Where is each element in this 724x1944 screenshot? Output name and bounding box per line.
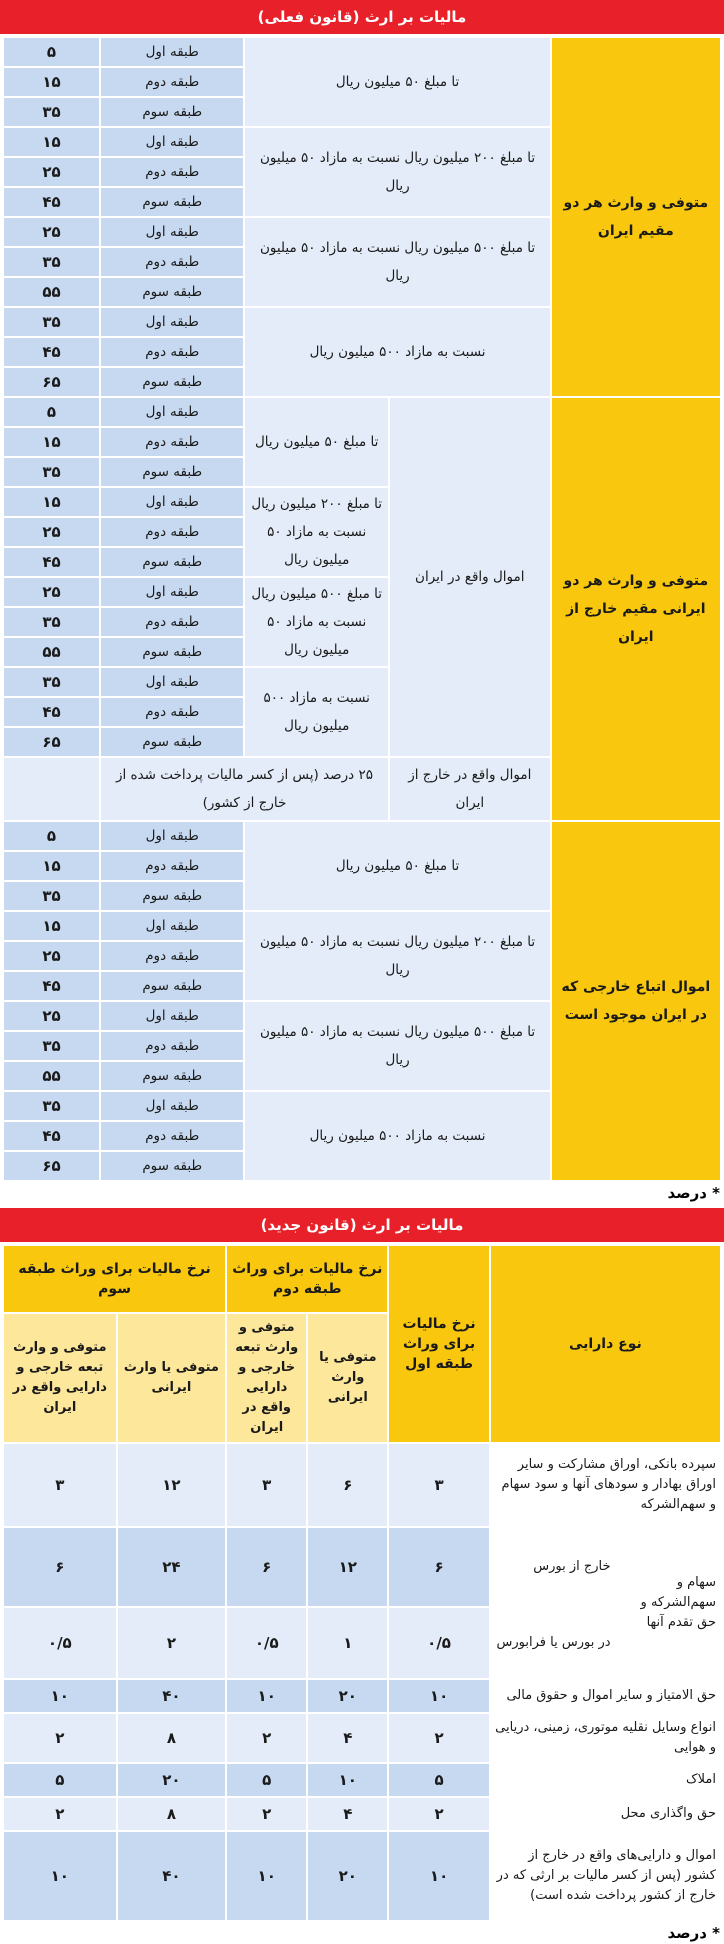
asset-row-label: حق واگذاری محل [491, 1798, 720, 1830]
asset-row-label: خارج از بورس [491, 1528, 615, 1606]
rate-cell: ۴ [308, 1798, 387, 1830]
rate-cell: ۲۵ [4, 578, 99, 606]
asset-row-label: حق الامتیاز و سایر اموال و حقوق مالی [491, 1680, 720, 1712]
rate-cell: ۰/۵ [4, 1608, 116, 1678]
rate-cell: ۶۵ [4, 1152, 99, 1180]
rate-cell: ۱ [308, 1608, 387, 1678]
heir-label-abroad: متوفی و وارث هر دو ایرانی مقیم خارج از ایران [552, 398, 720, 820]
header-class1: نرخ مالیات برای وراث طبقه اول [389, 1246, 488, 1442]
class-label: طبقه اول [101, 668, 243, 696]
rate-cell: ۱۲ [118, 1444, 226, 1526]
rate-cell: ۱۰ [4, 1832, 116, 1920]
rate-cell: ۴۵ [4, 188, 99, 216]
class-label: طبقه اول [101, 38, 243, 66]
rate-cell: ۱۰ [227, 1832, 306, 1920]
rate-cell: ۵ [4, 38, 99, 66]
rate-cell: ۳۵ [4, 882, 99, 910]
rate-cell: ۵۵ [4, 278, 99, 306]
rate-cell: ۲ [227, 1798, 306, 1830]
rate-cell: ۱۰ [227, 1680, 306, 1712]
class-label: طبقه دوم [101, 698, 243, 726]
new-law-table [2, 1244, 722, 1922]
rate-cell: ۳۵ [4, 98, 99, 126]
asset-row-label: انواع وسایل نقلیه موتوری، زمینی، دریایی و هوایی [491, 1714, 720, 1762]
rate-cell: ۰/۵ [389, 1608, 488, 1678]
rate-cell: ۶ [227, 1528, 306, 1606]
rate-cell: ۸ [118, 1798, 226, 1830]
header-c3-iran: متوفی یا وارث ایرانی [118, 1314, 226, 1442]
rate-cell: ۴ [308, 1714, 387, 1762]
rate-cell: ۲۵ [4, 1002, 99, 1030]
rate-cell: ۲۵ [4, 942, 99, 970]
header-class3: نرخ مالیات برای وراث طبقه سوم [4, 1246, 225, 1312]
rate-cell: ۳۵ [4, 458, 99, 486]
abroad-rate-text: ۲۵ درصد (پس از کسر مالیات پرداخت شده از خارج از کشور) [101, 758, 388, 820]
rate-cell: ۶ [4, 1528, 116, 1606]
class-label: طبقه سوم [101, 188, 243, 216]
rate-cell: ۵ [4, 1764, 116, 1796]
rate-cell: ۲ [389, 1798, 488, 1830]
rate-cell: ۳ [389, 1444, 488, 1526]
bracket-label: تا مبلغ ۲۰۰ میلیون ریال نسبت به مازاد ۵۰ میلیون ریال [245, 128, 549, 216]
asset-row-label: اموال و دارایی‌های واقع در خارج از کشور (پس از کسر مالیات بر ارثی که در خارج از کشور پرداخت شده است) [491, 1832, 720, 1920]
rate-cell: ۳۵ [4, 248, 99, 276]
header-asset-type: نوع دارایی [491, 1246, 720, 1442]
rate-cell: ۳۵ [4, 608, 99, 636]
rate-cell: ۴۵ [4, 1122, 99, 1150]
rate-cell: ۱۰ [389, 1680, 488, 1712]
rate-cell: ۲ [118, 1608, 226, 1678]
asset-group-label: سهام و سهم‌الشرکه و حق تقدم آنها [617, 1528, 720, 1678]
class-label: طبقه دوم [101, 518, 243, 546]
bracket-label: نسبت به مازاد ۵۰۰ میلیون ریال [245, 1092, 549, 1180]
rate-cell: ۶ [308, 1444, 387, 1526]
rate-cell: ۳ [4, 1444, 116, 1526]
rate-cell: ۲۵ [4, 218, 99, 246]
asset-row-label: املاک [491, 1764, 720, 1796]
class-label: طبقه اول [101, 308, 243, 336]
bracket-label: تا مبلغ ۲۰۰ میلیون ریال نسبت به مازاد ۵۰ میلیون ریال [245, 912, 549, 1000]
class-label: طبقه اول [101, 128, 243, 156]
rate-cell: ۱۲ [308, 1528, 387, 1606]
rate-cell: ۱۵ [4, 488, 99, 516]
rate-cell: ۴۵ [4, 698, 99, 726]
class-label: طبقه سوم [101, 882, 243, 910]
class-label: طبقه دوم [101, 1122, 243, 1150]
bracket-label: نسبت به مازاد ۵۰۰ میلیون ریال [245, 308, 549, 396]
class-label: طبقه اول [101, 218, 243, 246]
rate-cell: ۲ [389, 1714, 488, 1762]
table1-title: مالیات بر ارث (قانون فعلی) [0, 0, 724, 34]
rate-cell: ۲ [227, 1714, 306, 1762]
rate-cell: ۳۵ [4, 1032, 99, 1060]
rate-cell: ۶۵ [4, 368, 99, 396]
rate-cell: ۶ [389, 1528, 488, 1606]
bracket-label: نسبت به مازاد ۵۰۰ میلیون ریال [245, 668, 387, 756]
asset-row-label: سپرده بانکی، اوراق مشارکت و سایر اوراق بهادار و سودهای آنها و سود سهام و سهم‌الشرکه [491, 1444, 720, 1526]
bracket-label: تا مبلغ ۵۰ میلیون ریال [245, 822, 549, 910]
rate-cell: ۱۵ [4, 128, 99, 156]
rate-cell: ۵ [227, 1764, 306, 1796]
bracket-label: تا مبلغ ۲۰۰ میلیون ریال نسبت به مازاد ۵۰ میلیون ریال [245, 488, 387, 576]
header-c3-foreign: متوفی و وارث تبعه خارجی و دارایی واقع در ایران [4, 1314, 116, 1442]
class-label: طبقه سوم [101, 972, 243, 1000]
class-label: طبقه سوم [101, 548, 243, 576]
class-label: طبقه دوم [101, 158, 243, 186]
rate-cell: ۳۵ [4, 668, 99, 696]
class-label: طبقه سوم [101, 458, 243, 486]
rate-cell: ۲ [4, 1798, 116, 1830]
heir-label-residents: متوفی و وارث هر دو مقیم ایران [552, 38, 720, 396]
rate-cell: ۴۵ [4, 548, 99, 576]
rate-cell: ۵ [4, 398, 99, 426]
rate-cell: ۲۰ [308, 1832, 387, 1920]
current-law-table [2, 36, 722, 1182]
rate-cell: ۶۵ [4, 728, 99, 756]
rate-cell: ۵ [4, 822, 99, 850]
class-label: طبقه دوم [101, 68, 243, 96]
class-label: طبقه دوم [101, 852, 243, 880]
class-label: طبقه دوم [101, 608, 243, 636]
rate-cell: ۳ [227, 1444, 306, 1526]
rate-cell: ۱۵ [4, 68, 99, 96]
rate-cell: ۱۰ [389, 1832, 488, 1920]
rate-cell: ۲۰ [118, 1764, 226, 1796]
rate-cell: ۲۰ [308, 1680, 387, 1712]
asset-abroad-label: اموال واقع در خارج از ایران [390, 758, 550, 820]
rate-cell: ۵ [389, 1764, 488, 1796]
rate-cell: ۱۰ [4, 1680, 116, 1712]
bracket-label: تا مبلغ ۵۰۰ میلیون ریال نسبت به مازاد ۵۰ میلیون ریال [245, 218, 549, 306]
class-label: طبقه سوم [101, 1152, 243, 1180]
rate-cell: ۰/۵ [227, 1608, 306, 1678]
header-class2: نرخ مالیات برای وراث طبقه دوم [227, 1246, 387, 1312]
class-label: طبقه اول [101, 1002, 243, 1030]
class-label: طبقه اول [101, 398, 243, 426]
class-label: طبقه سوم [101, 1062, 243, 1090]
class-label: طبقه سوم [101, 278, 243, 306]
rate-cell: ۱۵ [4, 428, 99, 456]
rate-cell: ۸ [118, 1714, 226, 1762]
rate-cell: ۱۰ [308, 1764, 387, 1796]
asset-in-iran-label: اموال واقع در ایران [390, 398, 550, 756]
empty-cell [4, 758, 99, 820]
rate-cell: ۲۵ [4, 518, 99, 546]
asset-row-label: در بورس یا فرابورس [491, 1608, 615, 1678]
class-label: طبقه اول [101, 488, 243, 516]
rate-cell: ۱۵ [4, 852, 99, 880]
rate-cell: ۱۵ [4, 912, 99, 940]
table2-title: مالیات بر ارث (قانون جدید) [0, 1208, 724, 1242]
rate-cell: ۴۵ [4, 338, 99, 366]
header-c2-iran: متوفی یا وارث ایرانی [308, 1314, 387, 1442]
class-label: طبقه اول [101, 912, 243, 940]
rate-cell: ۲۴ [118, 1528, 226, 1606]
rate-cell: ۳۵ [4, 308, 99, 336]
class-label: طبقه دوم [101, 428, 243, 456]
class-label: طبقه دوم [101, 248, 243, 276]
bracket-label: تا مبلغ ۵۰۰ میلیون ریال نسبت به مازاد ۵۰ میلیون ریال [245, 1002, 549, 1090]
class-label: طبقه دوم [101, 1032, 243, 1060]
rate-cell: ۲۵ [4, 158, 99, 186]
class-label: طبقه دوم [101, 942, 243, 970]
header-c2-foreign: متوفی و وارث تبعه خارجی و دارایی واقع در ایران [227, 1314, 306, 1442]
table2-footnote: * درصد [667, 1924, 720, 1942]
rate-cell: ۴۵ [4, 972, 99, 1000]
rate-cell: ۴۰ [118, 1680, 226, 1712]
heir-label-foreign: اموال اتباع خارجی که در ایران موجود است [552, 822, 720, 1180]
rate-cell: ۵۵ [4, 638, 99, 666]
class-label: طبقه سوم [101, 98, 243, 126]
class-label: طبقه دوم [101, 338, 243, 366]
rate-cell: ۴۰ [118, 1832, 226, 1920]
class-label: طبقه سوم [101, 638, 243, 666]
rate-cell: ۲ [4, 1714, 116, 1762]
bracket-label: تا مبلغ ۵۰۰ میلیون ریال نسبت به مازاد ۵۰ میلیون ریال [245, 578, 387, 666]
class-label: طبقه اول [101, 578, 243, 606]
class-label: طبقه سوم [101, 728, 243, 756]
table1-footnote: * درصد [667, 1184, 720, 1202]
class-label: طبقه اول [101, 1092, 243, 1120]
rate-cell: ۳۵ [4, 1092, 99, 1120]
class-label: طبقه سوم [101, 368, 243, 396]
class-label: طبقه اول [101, 822, 243, 850]
bracket-label: تا مبلغ ۵۰ میلیون ریال [245, 38, 549, 126]
bracket-label: تا مبلغ ۵۰ میلیون ریال [245, 398, 387, 486]
rate-cell: ۵۵ [4, 1062, 99, 1090]
